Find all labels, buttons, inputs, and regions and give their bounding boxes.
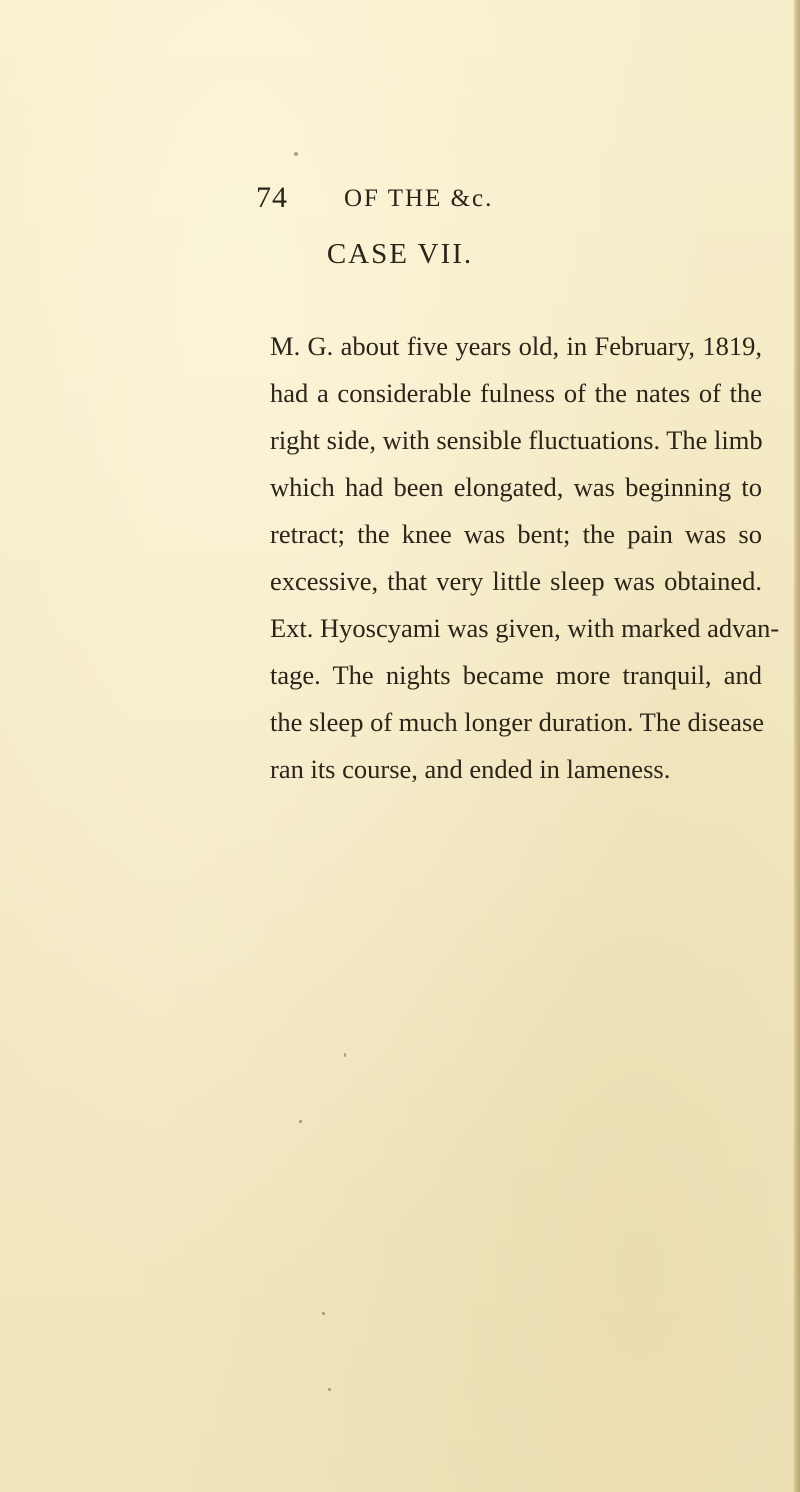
page-edge-shadow bbox=[793, 0, 800, 1492]
text-line: had a considerable fulness of the nates of the bbox=[270, 378, 762, 408]
case-heading: CASE VII. bbox=[326, 238, 474, 270]
ink-speck bbox=[299, 1120, 302, 1123]
case-paragraph bbox=[270, 323, 780, 793]
text-line: tage. The nights became more tranquil, and bbox=[270, 660, 762, 690]
text-line: ran its course, and ended in lameness. bbox=[270, 754, 671, 784]
ink-speck bbox=[322, 1312, 325, 1315]
running-head bbox=[256, 182, 556, 214]
text-line: retract; the knee was bent; the pain was so bbox=[270, 519, 762, 549]
text-line: the sleep of much longer duration. The disease bbox=[270, 707, 765, 737]
text-line: excessive, that very little sleep was obtained. bbox=[270, 566, 762, 596]
running-title: OF THE &c. bbox=[344, 185, 494, 212]
ink-speck bbox=[344, 1053, 346, 1057]
ink-speck bbox=[328, 1388, 331, 1391]
text-line: M. G. about five years old, in February, 1819, bbox=[270, 331, 762, 361]
page-number: 74 bbox=[256, 181, 288, 214]
text-line: which had been elongated, was beginning to bbox=[270, 472, 762, 502]
ink-speck bbox=[294, 152, 298, 156]
text-line: right side, with sensible fluctuations. The limb bbox=[270, 425, 763, 455]
text-line: Ext. Hyoscyami was given, with marked advan- bbox=[270, 613, 780, 643]
